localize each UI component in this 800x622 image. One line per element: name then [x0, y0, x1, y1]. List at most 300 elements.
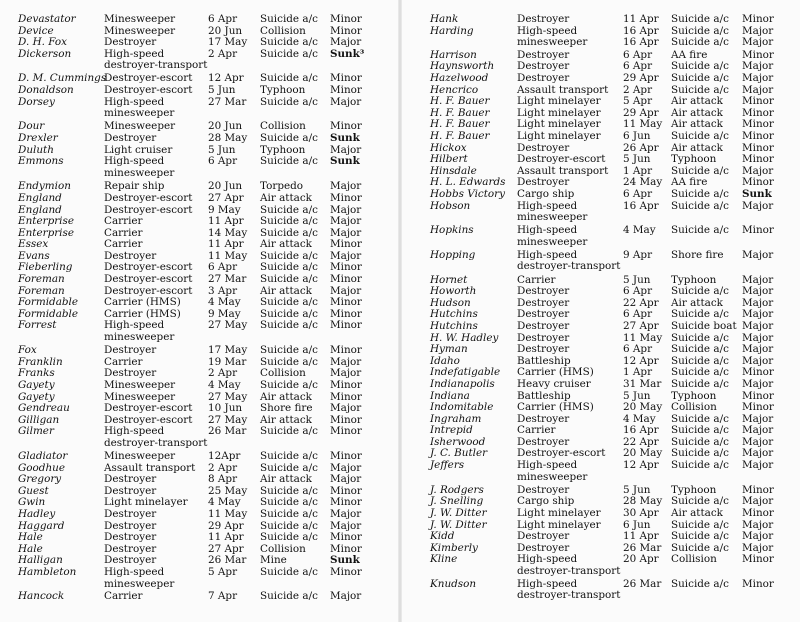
ship-name: Donaldson — [18, 84, 74, 97]
ship-name: Haynsworth — [430, 60, 495, 73]
ship-type-continued: minesweeper — [517, 235, 588, 248]
table-row — [400, 344, 800, 356]
ship-type: Carrier — [104, 355, 143, 368]
damage-extent: Minor — [330, 378, 362, 391]
damage-cause: Suicide a/c — [260, 261, 318, 274]
damage-extent: Major — [742, 530, 774, 543]
ship-name: Gilligan — [18, 413, 60, 426]
table-row — [400, 402, 800, 414]
damage-extent: Major — [742, 424, 774, 437]
damage-date: 29 Apr — [623, 71, 659, 84]
damage-date: 6 Apr — [623, 187, 653, 200]
damage-date: 29 Apr — [623, 106, 659, 119]
right-page — [400, 0, 800, 622]
damage-cause: Suicide a/c — [260, 47, 318, 60]
ship-name: Essex — [18, 238, 49, 251]
ship-name: Gayety — [18, 390, 55, 403]
damage-date: 5 Apr — [208, 565, 238, 578]
ship-name: Hale — [18, 542, 43, 555]
ship-type-continued: destroyer-transport — [104, 59, 208, 72]
damage-date: 17 May — [208, 344, 248, 357]
damage-extent: Minor — [330, 191, 362, 204]
damage-extent: Minor — [330, 390, 362, 403]
damage-date: 14 May — [208, 226, 248, 239]
damage-extent: Minor — [742, 389, 774, 402]
damage-extent: Major — [742, 164, 774, 177]
ship-name: Drexler — [18, 131, 58, 144]
damage-cause: Shore fire — [671, 248, 724, 261]
damage-extent: Minor — [330, 84, 362, 97]
ship-name: Enterprise — [18, 226, 74, 239]
damage-cause: Suicide a/c — [671, 129, 729, 142]
ship-type: Destroyer — [517, 296, 570, 309]
ship-name: H. F. Bauer — [430, 129, 490, 142]
ship-type: High-speed — [104, 155, 165, 168]
damage-cause: Suicide a/c — [260, 319, 318, 332]
damage-extent: Major — [742, 331, 774, 344]
table-row — [0, 474, 400, 486]
ship-name: Emmons — [18, 155, 64, 168]
ship-type: Minesweeper — [104, 24, 176, 37]
damage-date: 17 May — [208, 36, 248, 49]
damage-date: 4 May — [623, 224, 656, 237]
damage-cause: Air attack — [671, 95, 723, 108]
ship-type: Heavy cruiser — [517, 377, 591, 390]
ship-name: H. F. Bauer — [430, 95, 490, 108]
damage-date: 6 Apr — [623, 60, 653, 73]
ship-type-continued: destroyer-transport — [517, 564, 621, 577]
damage-extent: Sunk³ — [330, 47, 365, 60]
ship-type: High-speed — [517, 553, 578, 566]
damage-cause: Suicide a/c — [671, 24, 729, 37]
ship-type: Destroyer — [517, 48, 570, 61]
damage-date: 5 Apr — [623, 95, 653, 108]
table-row — [400, 531, 800, 543]
damage-cause: Suicide a/c — [260, 590, 318, 603]
ship-type-continued: destroyer-transport — [517, 589, 621, 602]
ship-type: Carrier — [517, 424, 556, 437]
ship-type: Destroyer — [517, 141, 570, 154]
damage-cause: Suicide a/c — [671, 577, 729, 590]
damage-extent: Minor — [330, 344, 362, 357]
damage-extent: Minor — [330, 120, 362, 133]
damage-date-second: 16 Apr — [623, 36, 659, 49]
ship-type: Minesweeper — [104, 378, 176, 391]
ship-name: Forrest — [18, 319, 57, 332]
ship-name: Gendreau — [18, 402, 70, 415]
table-row — [0, 49, 400, 74]
damage-extent: Sunk — [330, 131, 360, 144]
table-row — [0, 156, 400, 181]
table-row — [400, 379, 800, 391]
damage-cause: Collision — [671, 401, 717, 414]
ship-type: High-speed — [104, 565, 165, 578]
ship-type: Light minelayer — [517, 106, 601, 119]
damage-cause: Air attack — [671, 106, 723, 119]
ship-name: Dickerson — [18, 47, 72, 60]
damage-date: 2 Apr — [208, 461, 238, 474]
ship-name: Indianapolis — [430, 377, 495, 390]
ship-type: Assault transport — [517, 164, 609, 177]
ship-type-continued: minesweeper — [517, 470, 588, 483]
ship-type: Destroyer — [517, 483, 570, 496]
ship-type: Destroyer — [104, 554, 157, 567]
damage-date: 19 Mar — [208, 355, 247, 368]
damage-date: 31 Mar — [623, 377, 662, 390]
damage-date: 6 Apr — [208, 13, 238, 25]
damage-date: 20 May — [623, 447, 663, 460]
damage-extent: Minor — [742, 553, 774, 566]
damage-extent: Minor — [330, 542, 362, 555]
ship-name: Foreman — [18, 273, 65, 286]
ship-name: Dorsey — [18, 95, 55, 108]
ship-name: D. M. Cummings — [18, 72, 107, 85]
damage-date: 8 Apr — [208, 473, 238, 486]
damage-cause: Typhoon — [260, 143, 306, 156]
damage-extent: Major — [330, 226, 362, 239]
ship-name: Howorth — [430, 285, 477, 298]
ship-type: Carrier — [104, 226, 143, 239]
ship-name: Hazelwood — [430, 71, 489, 84]
ship-type: Destroyer-escort — [517, 153, 606, 166]
damage-extent: Major — [330, 36, 362, 49]
damage-date: 28 May — [208, 131, 248, 144]
damage-cause: Suicide a/c — [671, 377, 729, 390]
damage-cause: AA fire — [671, 176, 708, 189]
ship-name: Harding — [430, 24, 474, 37]
damage-date: 22 Apr — [623, 435, 659, 448]
table-row — [400, 26, 800, 50]
damage-cause: Suicide a/c — [671, 424, 729, 437]
damage-extent: Minor — [330, 565, 362, 578]
ship-name: Hilbert — [430, 153, 468, 166]
damage-extent: Major — [330, 590, 362, 603]
damage-extent: Minor — [330, 72, 362, 85]
damage-date: 12 Apr — [623, 354, 659, 367]
ship-type: Battleship — [517, 389, 571, 402]
damage-extent: Minor — [742, 483, 774, 496]
damage-extent: Major — [330, 95, 362, 108]
damage-date: 20 May — [623, 401, 663, 414]
damage-extent: Major — [330, 180, 362, 193]
damage-cause: Suicide a/c — [260, 226, 318, 239]
table-row — [0, 345, 400, 357]
damage-cause: Collision — [671, 553, 717, 566]
right-table — [400, 14, 800, 602]
ship-type: Destroyer — [517, 60, 570, 73]
ship-type: High-speed — [104, 425, 165, 438]
damage-cause: Suicide a/c — [671, 308, 729, 321]
damage-cause: Typhoon — [671, 389, 717, 402]
damage-date: 27 Mar — [208, 273, 247, 286]
table-row — [400, 286, 800, 298]
damage-extent: Major — [742, 447, 774, 460]
ship-type: Assault transport — [104, 461, 196, 474]
damage-extent: Minor — [330, 319, 362, 332]
damage-date: 9 May — [208, 307, 241, 320]
ship-type: High-speed — [104, 319, 165, 332]
ship-name: Gregory — [18, 473, 62, 486]
damage-cause: Suicide a/c — [260, 13, 318, 25]
damage-extent: Major — [330, 473, 362, 486]
damage-cause: Suicide a/c — [260, 355, 318, 368]
damage-date: 26 Mar — [623, 577, 662, 590]
ship-type: Destroyer — [104, 542, 157, 555]
damage-date: 4 May — [208, 296, 241, 309]
damage-date: 20 Jun — [208, 120, 243, 133]
ship-type: Destroyer — [104, 531, 157, 544]
damage-cause: Air attack — [260, 284, 312, 297]
damage-extent: Major — [742, 541, 774, 554]
damage-date: 25 May — [208, 484, 248, 497]
ship-name: Indiana — [430, 389, 470, 402]
table-row — [400, 73, 800, 85]
ship-name: Hopkins — [430, 224, 474, 237]
damage-cause: Shore fire — [260, 402, 313, 415]
damage-cause: Suicide a/c — [671, 354, 729, 367]
ship-name: Hancock — [18, 590, 65, 603]
ship-type: Carrier — [104, 590, 143, 603]
damage-cause: Suicide a/c — [671, 541, 729, 554]
table-row — [0, 320, 400, 345]
ship-name: Hickox — [430, 141, 467, 154]
damage-date: 16 Apr — [623, 199, 659, 212]
table-row — [0, 133, 400, 145]
ship-name: H. F. Bauer — [430, 118, 490, 131]
ship-type: Destroyer — [104, 131, 157, 144]
damage-extent: Major — [330, 461, 362, 474]
table-row — [0, 451, 400, 463]
damage-extent: Major — [742, 435, 774, 448]
damage-date: 26 Mar — [623, 541, 662, 554]
ship-type: Minesweeper — [104, 449, 176, 462]
damage-extent: Minor — [742, 95, 774, 108]
damage-cause: Air attack — [260, 473, 312, 486]
ship-type: Carrier (HMS) — [517, 366, 594, 379]
damage-cause: Suicide a/c — [671, 518, 729, 531]
table-row — [400, 321, 800, 333]
damage-extent: Minor — [330, 307, 362, 320]
ship-name: J. W. Ditter — [430, 518, 487, 531]
damage-cause: Collision — [260, 120, 306, 133]
ship-name: Hopping — [430, 248, 476, 261]
ship-type: Light minelayer — [517, 118, 601, 131]
damage-cause: Air attack — [671, 506, 723, 519]
ship-name: Hencrico — [430, 83, 479, 96]
damage-date: 11 Apr — [623, 530, 659, 543]
damage-extent: Major — [742, 24, 774, 37]
damage-date: 29 Apr — [208, 519, 244, 532]
ship-type: Destroyer — [104, 36, 157, 49]
damage-extent: Minor — [330, 484, 362, 497]
damage-extent: Major — [742, 273, 774, 286]
damage-date: 2 Apr — [208, 367, 238, 380]
damage-cause: AA fire — [671, 48, 708, 61]
table-row — [0, 532, 400, 544]
ship-type: Destroyer — [104, 484, 157, 497]
ship-type: Destroyer — [104, 344, 157, 357]
damage-extent: Major — [742, 377, 774, 390]
damage-date: 5 Jun — [623, 273, 651, 286]
ship-type: Destroyer-escort — [104, 402, 193, 415]
damage-date: 6 Apr — [208, 261, 238, 274]
ship-type: Carrier (HMS) — [517, 401, 594, 414]
ship-type: Destroyer-escort — [104, 203, 193, 216]
ship-type-continued: destroyer-transport — [104, 436, 208, 449]
ship-type: Destroyer-escort — [104, 72, 193, 85]
ship-name: Dour — [18, 120, 45, 133]
damage-extent: Major — [742, 412, 774, 425]
table-row — [0, 591, 400, 603]
damage-date: 6 Jun — [623, 518, 651, 531]
damage-date: 4 May — [208, 378, 241, 391]
damage-date: 27 Apr — [623, 319, 659, 332]
damage-date: 5 Jun — [208, 143, 236, 156]
damage-extent: Minor — [742, 13, 774, 25]
ship-name: H. W. Hadley — [430, 331, 499, 344]
damage-extent: Minor — [330, 13, 362, 25]
ship-name: Harrison — [430, 48, 477, 61]
damage-date: 11 May — [208, 249, 248, 262]
damage-date: 27 Apr — [208, 542, 244, 555]
damage-extent: Minor — [330, 24, 362, 37]
damage-cause: Air attack — [260, 390, 312, 403]
damage-extent: Major — [742, 199, 774, 212]
ship-type-continued: minesweeper — [104, 331, 175, 344]
damage-date: 5 Jun — [623, 483, 651, 496]
damage-cause: Air attack — [260, 238, 312, 251]
table-row — [0, 216, 400, 228]
ship-type: Destroyer-escort — [104, 413, 193, 426]
damage-cause: Suicide a/c — [671, 331, 729, 344]
ship-name: Hambleton — [18, 565, 77, 578]
damage-cause: Suicide a/c — [260, 155, 318, 168]
ship-name: Duluth — [18, 143, 54, 156]
damage-cause: Suicide a/c — [260, 296, 318, 309]
ship-type: Light minelayer — [517, 95, 601, 108]
table-row — [0, 380, 400, 392]
damage-extent: Minor — [742, 48, 774, 61]
ship-type: Light minelayer — [517, 129, 601, 142]
damage-cause: Suicide a/c — [260, 507, 318, 520]
damage-date: 6 Apr — [623, 343, 653, 356]
ship-type: Destroyer — [517, 331, 570, 344]
damage-extent: Minor — [742, 506, 774, 519]
ship-name: Evans — [18, 249, 50, 262]
ship-name: Hutchins — [430, 319, 478, 332]
damage-cause: Typhoon — [671, 483, 717, 496]
ship-type: Destroyer-escort — [104, 84, 193, 97]
damage-cause: Suicide a/c — [671, 83, 729, 96]
ship-type: Assault transport — [517, 83, 609, 96]
damage-date: 1 Apr — [623, 164, 653, 177]
damage-extent: Major — [330, 215, 362, 228]
damage-date: 26 Mar — [208, 425, 247, 438]
damage-extent: Major — [742, 248, 774, 261]
ship-name: D. H. Fox — [18, 36, 67, 49]
ship-name: Hobbs Victory — [430, 187, 505, 200]
ship-name: Gwin — [18, 496, 46, 509]
ship-type: Destroyer-escort — [517, 447, 606, 460]
ship-type: Destroyer-escort — [104, 284, 193, 297]
damage-cause: Suicide a/c — [671, 164, 729, 177]
ship-name: Isherwood — [430, 435, 486, 448]
damage-date: 11 Apr — [623, 13, 659, 25]
damage-cause: Suicide a/c — [260, 131, 318, 144]
damage-extent: Minor — [330, 261, 362, 274]
ship-name: Haggard — [18, 519, 65, 532]
damage-date: 9 Apr — [623, 248, 653, 261]
damage-date: 20 Jun — [208, 24, 243, 37]
damage-date: 26 Mar — [208, 554, 247, 567]
table-row — [0, 509, 400, 521]
ship-type: Destroyer — [104, 249, 157, 262]
damage-cause: Typhoon — [671, 273, 717, 286]
damage-cause: Air attack — [671, 141, 723, 154]
damage-date: 3 Apr — [208, 284, 238, 297]
ship-name: J. C. Butler — [430, 447, 488, 460]
damage-cause: Suicide a/c — [671, 343, 729, 356]
ship-type: Destroyer — [104, 473, 157, 486]
ship-name: Guest — [18, 484, 49, 497]
damage-cause: Suicide a/c — [260, 484, 318, 497]
table-row — [400, 201, 800, 226]
damage-extent: Minor — [330, 425, 362, 438]
ship-name: Hinsdale — [430, 164, 477, 177]
damage-extent: Minor — [742, 153, 774, 166]
damage-cause: Typhoon — [260, 84, 306, 97]
damage-extent: Major — [742, 60, 774, 73]
table-row — [0, 567, 400, 591]
damage-cause: Suicide a/c — [260, 72, 318, 85]
ship-name: Knudson — [430, 577, 477, 590]
damage-extent: Major — [742, 308, 774, 321]
damage-cause: Suicide a/c — [671, 187, 729, 200]
ship-type: High-speed — [517, 224, 578, 237]
damage-extent: Major — [742, 343, 774, 356]
damage-date: 6 Jun — [623, 129, 651, 142]
ship-name: Ingraham — [430, 412, 482, 425]
damage-extent: Major — [742, 495, 774, 508]
ship-name: Devastator — [18, 13, 76, 25]
damage-cause: Suicide a/c — [671, 71, 729, 84]
damage-date: 6 Apr — [623, 308, 653, 321]
damage-cause: Suicide a/c — [260, 95, 318, 108]
damage-date: 11 May — [208, 507, 248, 520]
damage-extent: Minor — [330, 413, 362, 426]
ship-name: Device — [18, 24, 54, 37]
damage-cause: Suicide a/c — [671, 199, 729, 212]
damage-date: 22 Apr — [623, 296, 659, 309]
ship-name: Hudson — [430, 296, 471, 309]
damage-date: 11 Apr — [208, 238, 244, 251]
ship-type: Destroyer — [517, 13, 570, 25]
ship-type: High-speed — [104, 95, 165, 108]
damage-extent: Major — [330, 507, 362, 520]
damage-cause: Suicide a/c — [671, 447, 729, 460]
ship-type: Destroyer-escort — [104, 261, 193, 274]
ship-type: Destroyer — [104, 507, 157, 520]
ship-type: Light minelayer — [104, 496, 188, 509]
damage-date: 27 May — [208, 390, 248, 403]
ship-name: Hadley — [18, 507, 56, 520]
ship-type-continued: minesweeper — [104, 166, 175, 179]
ship-name: Franklin — [18, 355, 63, 368]
table-row — [400, 520, 800, 532]
damage-cause: Suicide a/c — [671, 13, 729, 25]
damage-extent: Major — [742, 518, 774, 531]
ship-type: Carrier — [104, 238, 143, 251]
